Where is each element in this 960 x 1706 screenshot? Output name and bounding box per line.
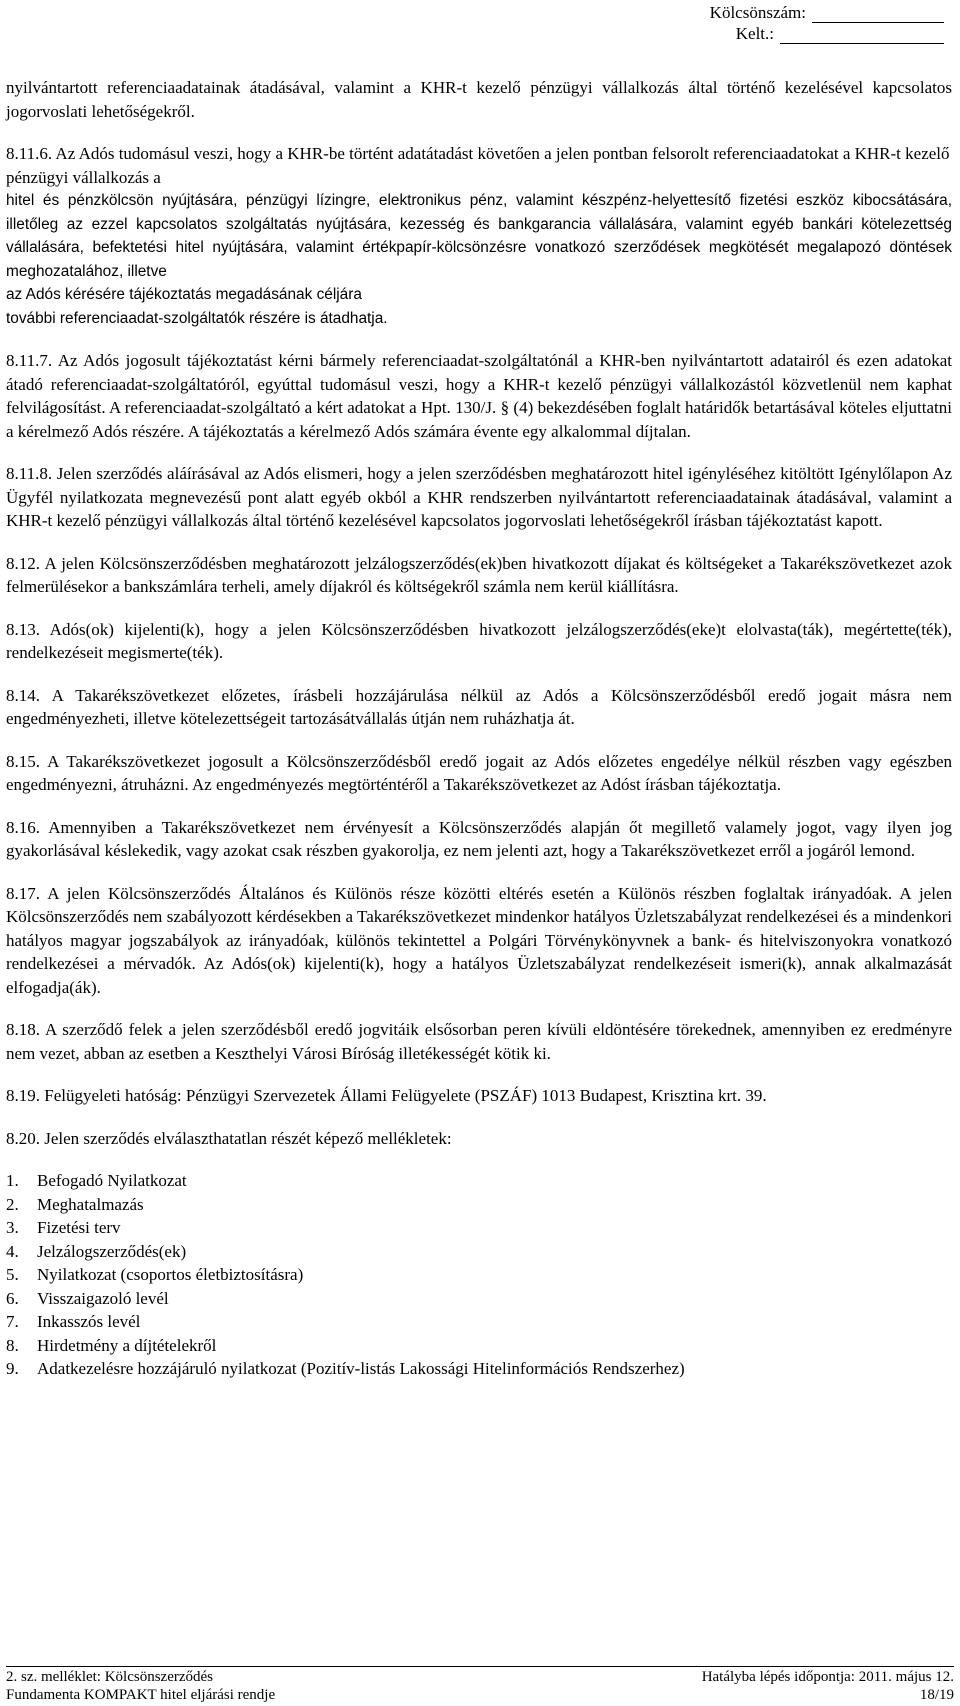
- list-item-number: 6.: [6, 1288, 19, 1308]
- paragraph-8-11-6-purpose: hitel és pénzkölcsön nyújtására, pénzügyi lízingre, elektronikus pénz, valamint készpénz-helyettesítő fizetési eszköz kibocsátására, illetőleg az ezzel kapcsolatos szolgáltatás nyújtására, kezesség és bankgarancia vállalására, valamint egyéb bankári kötelezettség vállalására, befektetési hitel nyújtására, valamint értékpapír-kölcsönzésre vonatkozó szerződések megkötését megalapozó döntések meghozatalához, illetve: [6, 192, 952, 280]
- paragraph-8-11-6-request: az Adós kérésére tájékoztatás megadásának céljára: [6, 286, 362, 303]
- list-item-label: Inkasszós levél: [37, 1312, 141, 1331]
- page-header: [684, 2, 944, 44]
- footer-document-title: Fundamenta KOMPAKT hitel eljárási rendje: [6, 1687, 276, 1703]
- footer-row-1: [6, 1668, 954, 1686]
- list-item-number: 5.: [6, 1265, 19, 1284]
- date-label: Kelt.:: [735, 24, 774, 43]
- list-item-label: Adatkezelésre hozzájáruló nyilatkozat (Pozitív-listás Lakossági Hitelinformációs Rendszerhez): [37, 1359, 685, 1378]
- list-item-number: 2.: [6, 1194, 19, 1214]
- list-item-label: Nyilatkozat (csoportos életbiztosításra): [37, 1265, 304, 1284]
- attachments-list: [6, 1169, 952, 1381]
- list-item-label: Hirdetmény a díjtételekről: [37, 1335, 217, 1355]
- list-item: [6, 1287, 952, 1311]
- footer-page-number: 18/19: [919, 1687, 954, 1703]
- list-item: [6, 1263, 952, 1287]
- paragraph-8-13: 8.13. Adós(ok) kijelenti(k), hogy a jelen Kölcsönszerződésben hivatkozott jelzálogszerződés(eke)t elolvasta(ták), megértette(ték), rendelkezéseit megismerte(ték).: [6, 619, 952, 662]
- paragraph-8-18: 8.18. A szerződő felek a jelen szerződésből eredő jogvitáik elsősorban peren kívüli eldöntésére törekednek, amennyiben ez eredményre nem vezet, abban az esetben a Keszthelyi Városi Bíróság illetékességét kötik ki.: [6, 1020, 952, 1063]
- paragraph-intro: nyilvántartott referenciaadatainak átadásával, valamint a KHR-t kezelő pénzügyi vállalkozás által történő kezelésével kapcsolatos jogorvoslati lehetőségekről.: [6, 78, 952, 121]
- paragraph-8-19: 8.19. Felügyeleti hatóság: Pénzügyi Szervezetek Állami Felügyelete (PSZÁF) 1013 Budapest, Krisztina krt. 39.: [6, 1086, 767, 1105]
- list-item-label: Fizetési terv: [37, 1218, 121, 1237]
- paragraph-8-12: 8.12. A jelen Kölcsönszerződésben meghatározott jelzálogszerződés(ek)ben hivatkozott díjakat és költségeket a Takarékszövetkezet azok felmerülésekor a bankszámlára terheli, amely díjakról és költségekről számla nem kerül kiállításra.: [6, 553, 952, 596]
- paragraph-8-17: 8.17. A jelen Kölcsönszerződés Általános és Különös része közötti eltérés esetén a Különös részben foglaltak irányadóak. A jelen Kölcsönszerződés nem szabályozott kérdésekben a Takarékszövetkezet mindenkor hatályos Üzletszabályzat rendelkezései és a mindenkori hatályos magyar jogszabályok az irányadóak, különös tekintettel a Polgári Törvénykönyvnek a bank- és hitelviszonyokra vonatkozó rendelkezései a mérvadók. Az Adós(ok) kijelenti(k), hogy a hatályos Üzletszabályzat rendelkezéseit ismeri(k), annak alkalmazását elfogadja(ák).: [6, 883, 952, 997]
- list-item-label: Meghatalmazás: [37, 1194, 144, 1214]
- footer-attachment-title: 2. sz. melléklet: Kölcsönszerződés: [6, 1669, 214, 1685]
- footer-row-2: [6, 1686, 954, 1704]
- paragraph-8-20: 8.20. Jelen szerződés elválaszthatatlan részét képező mellékletek:: [6, 1128, 452, 1148]
- date-blank: [780, 27, 944, 44]
- paragraph-8-11-6-transfer: további referenciaadat-szolgáltatók részére is átadhatja.: [6, 309, 388, 327]
- list-item: [6, 1310, 952, 1334]
- list-item-label: Jelzálogszerződés(ek): [37, 1241, 187, 1261]
- paragraph-8-15: 8.15. A Takarékszövetkezet jogosult a Kölcsönszerződésből eredő jogait az Adós előzetes engedélye nélkül részben vagy egészben engedményezni, átruházni. Az engedményezés megtörténtéről a Takarékszövetkezet az Adóst írásban tájékoztatja.: [6, 751, 952, 794]
- paragraph-8-14: 8.14. A Takarékszövetkezet előzetes, írásbeli hozzájárulása nélkül az Adós a Kölcsönszerződésből eredő jogait másra nem engedményezheti, illetve kötelezettségeit tartozásátvállalás útján nem ruházhatja át.: [6, 685, 952, 728]
- list-item-number: 8.: [6, 1335, 19, 1355]
- list-item: [6, 1193, 952, 1217]
- paragraph-8-11-8: 8.11.8. Jelen szerződés aláírásával az Adós elismeri, hogy a jelen szerződésben meghatározott hitel igényléséhez kitöltött Igénylőlapon Az Ügyfél nyilatkozata megnevezésű pont alatt egyéb okból a KHR rendszerben nyilvántartott referenciaadatainak átadásával, valamint a KHR-t kezelő pénzügyi vállalkozás által történő kezelésével kapcsolatos jogorvoslati lehetőségekről írásban tájékoztatást kapott.: [6, 464, 952, 530]
- contract-number-blank: [812, 6, 944, 23]
- contract-number-row: [684, 2, 944, 23]
- list-item-number: 3.: [6, 1218, 19, 1237]
- footer-divider: [6, 1666, 954, 1667]
- list-item-number: 4.: [6, 1241, 19, 1261]
- list-item-number: 1.: [6, 1171, 19, 1190]
- list-item-label: Visszaigazoló levél: [37, 1288, 169, 1308]
- list-item-number: 9.: [6, 1359, 19, 1378]
- document-body: [6, 76, 952, 1381]
- list-item: [6, 1216, 952, 1240]
- list-item: [6, 1169, 952, 1193]
- paragraph-8-16: 8.16. Amennyiben a Takarékszövetkezet nem érvényesít a Kölcsönszerződés alapján őt megillető valamely jogot, vagy ilyen jog gyakorlásával késlekedik, vagy azokat csak részben gyakorolja, ez nem jelenti azt, hogy a Takarékszövetkezet erről a jogáról lemond.: [6, 817, 952, 860]
- paragraph-8-11-6: 8.11.6. Az Adós tudomásul veszi, hogy a KHR-be történt adatátadást követően a jelen pontban felsorolt referenciaadatokat a KHR-t kezelő pénzügyi vállalkozás a: [6, 144, 950, 187]
- list-item-label: Befogadó Nyilatkozat: [37, 1171, 187, 1190]
- list-item-number: 7.: [6, 1312, 19, 1331]
- list-item: [6, 1240, 952, 1264]
- date-row: [684, 23, 944, 44]
- list-item: [6, 1334, 952, 1358]
- contract-number-label: Kölcsönszám:: [709, 3, 806, 22]
- list-item: [6, 1357, 952, 1381]
- paragraph-8-11-7: 8.11.7. Az Adós jogosult tájékoztatást kérni bármely referenciaadat-szolgáltatónál a KHR-ben nyilvántartott adatairól és ezen adatokat átadó referenciaadat-szolgáltatóról, egyúttal tudomásul veszi, hogy a KHR-t kezelő pénzügyi vállalkozástól közvetlenül nem kaphat felvilágosítást. A referenciaadat-szolgáltató a kért adatokat a Hpt. 130/J. § (4) bekezdésében foglalt határidők betartásával köteles eljuttatni a kérelmező Adós részére. A tájékoztatás a kérelmező Adós számára évente egy alkalommal díjtalan.: [6, 351, 952, 441]
- footer-effective-date: Hatályba lépés időpontja: 2011. május 12.: [701, 1669, 954, 1685]
